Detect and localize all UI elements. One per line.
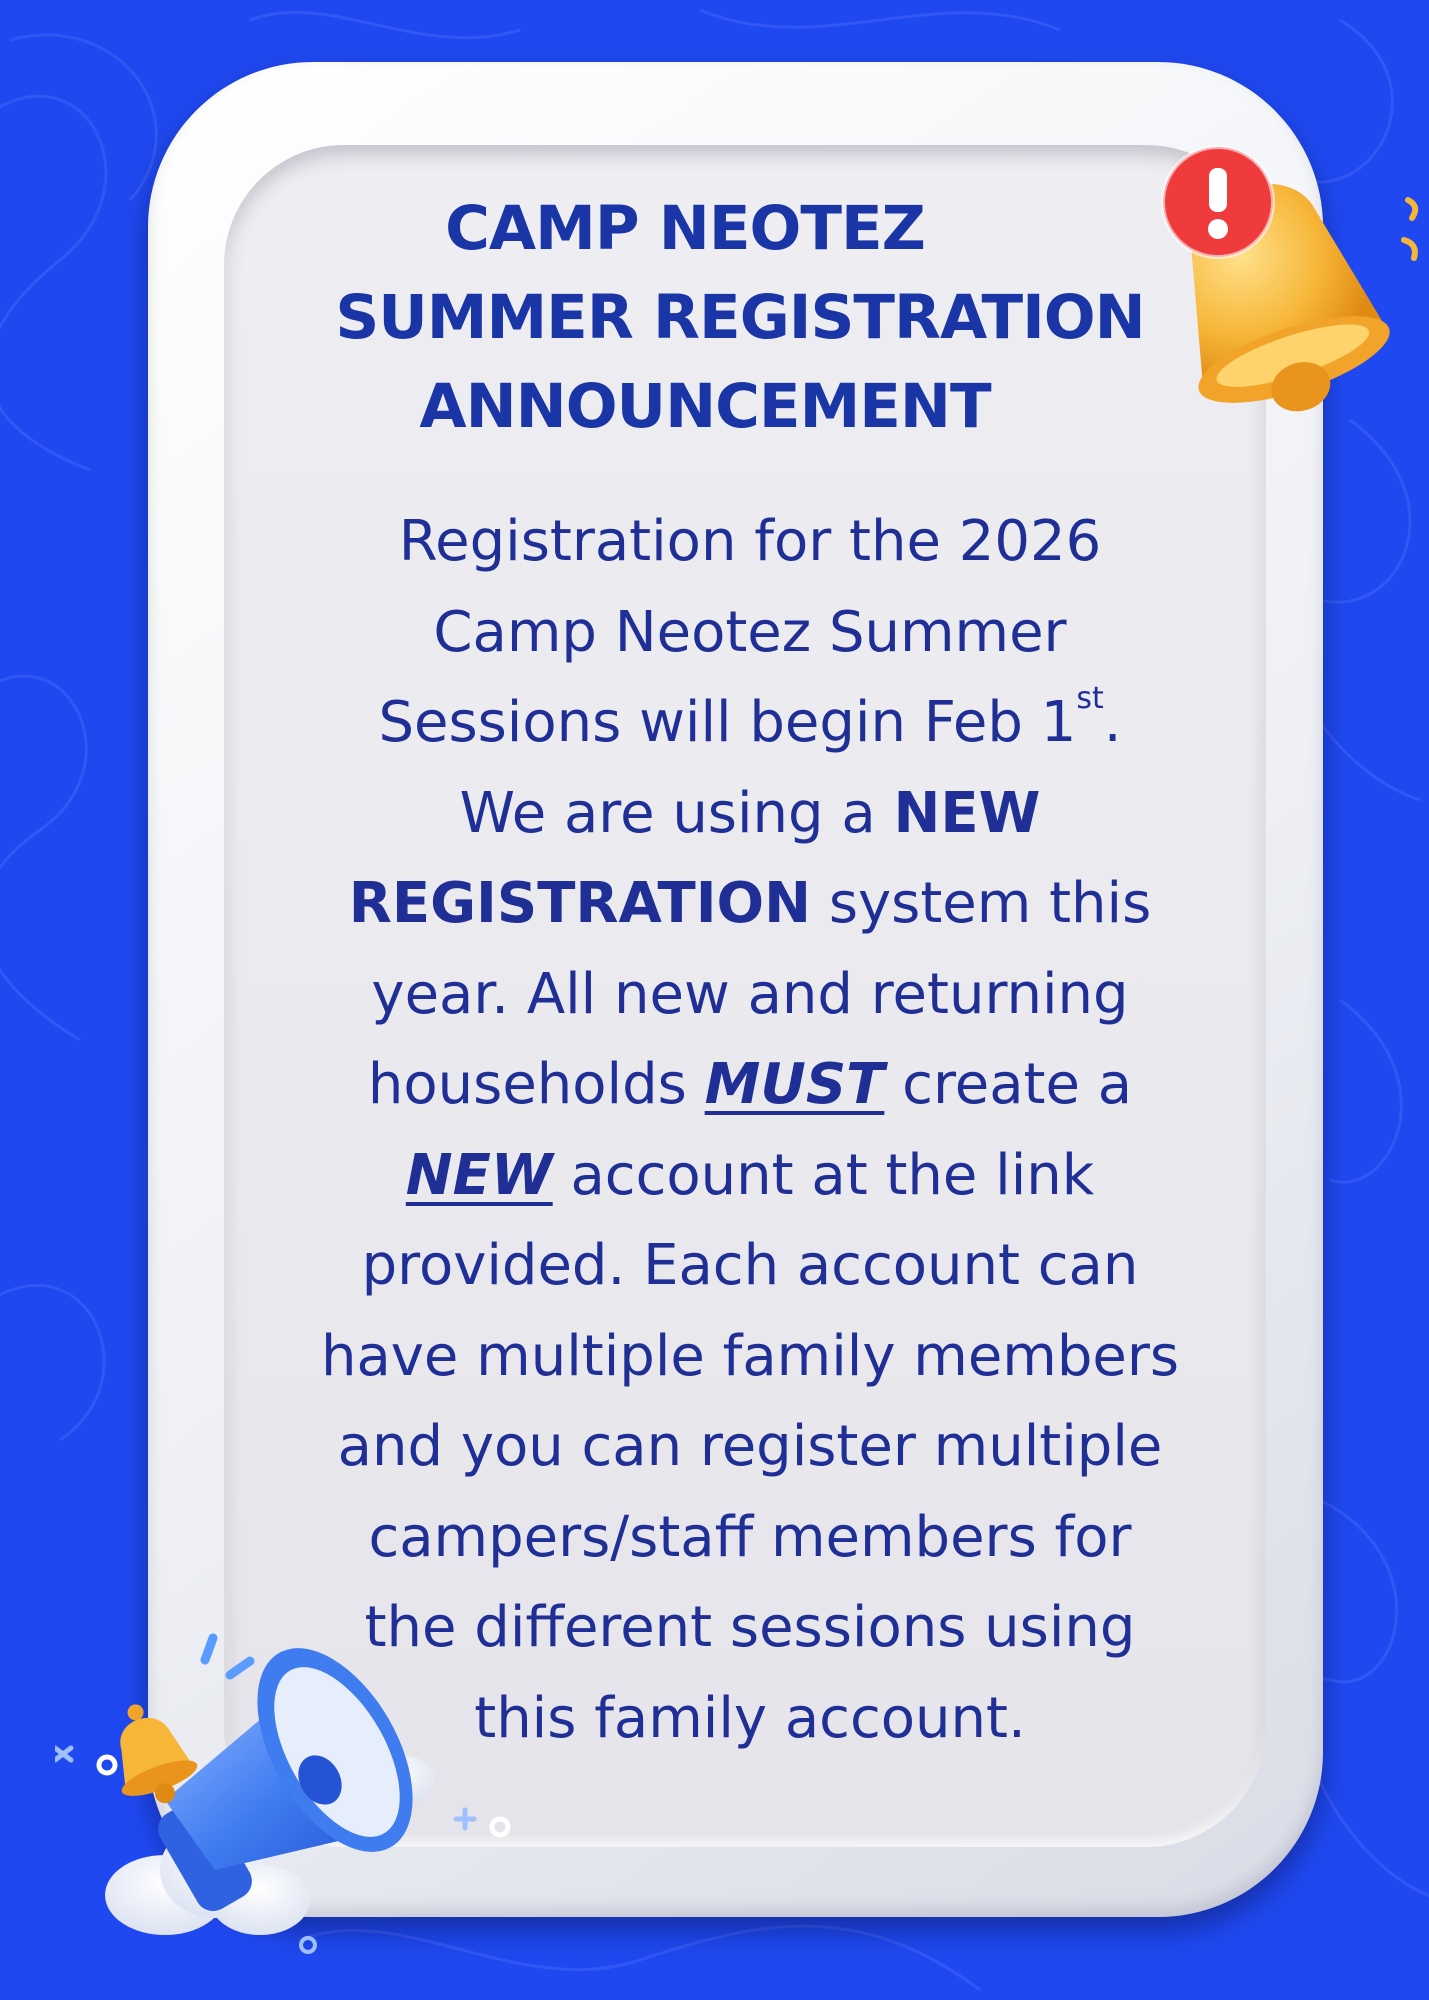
body-line-5-text: system this [811, 871, 1152, 936]
body-line-2: Camp Neotez Summer [433, 599, 1067, 665]
body-line-5 [250, 859, 1250, 950]
body-line-5-bold: REGISTRATION [348, 871, 812, 936]
body-line-11: and you can register multiple [337, 1414, 1163, 1479]
body-line-8 [250, 1131, 1250, 1222]
body-line-8-text: account at the link [552, 1142, 1095, 1208]
body-line-4 [250, 769, 1250, 860]
body-line-7 [250, 1040, 1250, 1131]
body-line-4-bold: NEW [893, 780, 1041, 846]
bell-alert-icon [1108, 140, 1429, 460]
body-line-10: have multiple family members [320, 1323, 1180, 1389]
title-line-3: ANNOUNCEMENT [419, 371, 991, 442]
body-line-13: the different sessions using [364, 1595, 1136, 1660]
body-line-1: Registration for the 2026 [398, 509, 1102, 574]
body-line-3-text: Sessions will begin Feb 1 [378, 690, 1077, 755]
title-line-1: CAMP NEOTEZ [445, 193, 925, 264]
body-line-7-end: create a [884, 1052, 1133, 1117]
body-line-9: provided. Each account can [361, 1233, 1139, 1298]
body-line-12: campers/staff members for [368, 1504, 1132, 1570]
body-line-8-emphasis: NEW [405, 1142, 553, 1208]
title-line-2: SUMMER REGISTRATION [335, 282, 1145, 353]
megaphone-icon [55, 1540, 535, 1970]
body-line-4-text: We are using a [459, 780, 894, 846]
body-line-14: this family account. [474, 1685, 1026, 1751]
announcement-title [230, 184, 1250, 451]
body-line-7-emphasis: MUST [704, 1052, 885, 1117]
body-line-6: year. All new and returning [371, 961, 1129, 1027]
body-line-3-end: . [1103, 690, 1122, 755]
body-line-3 [250, 678, 1250, 769]
body-line-7-text: households [367, 1052, 705, 1117]
ordinal-suffix: st [1076, 681, 1104, 716]
